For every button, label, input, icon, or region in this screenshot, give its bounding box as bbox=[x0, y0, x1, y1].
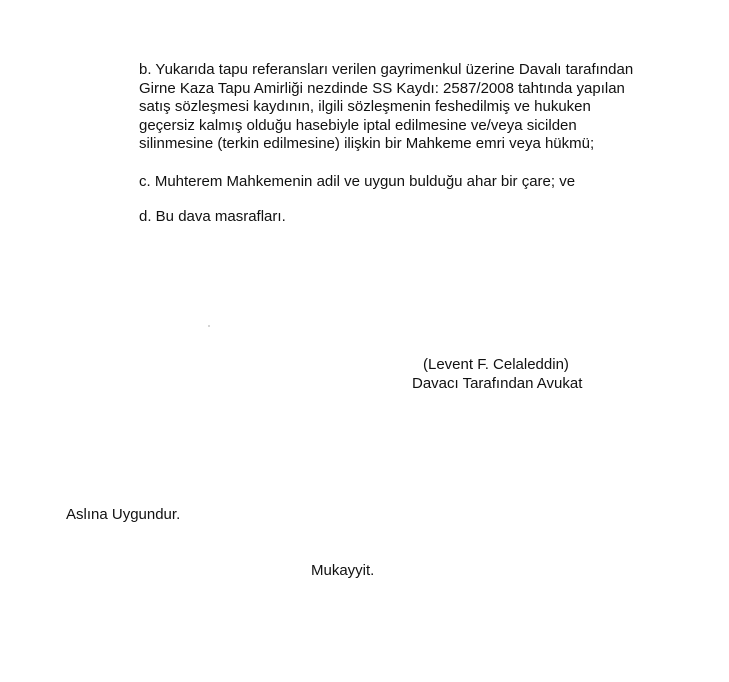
signature-role: Davacı Tarafından Avukat bbox=[412, 375, 583, 392]
paragraph-b-line: b. Yukarıda tapu referansları verilen gayrimenkul üzerine Davalı tarafından bbox=[139, 61, 634, 78]
paragraph-d: d. Bu dava masrafları. bbox=[139, 208, 286, 225]
certification-text: Aslına Uygundur. bbox=[66, 506, 181, 523]
paragraph-b-line: satış sözleşmesi kaydının, ilgili sözleşmenin feshedilmiş ve hukuken bbox=[139, 98, 591, 115]
paragraph-b-line: geçersiz kalmış olduğu hasebiyle iptal edilmesine ve/veya sicilden bbox=[139, 116, 577, 134]
scan-speck bbox=[208, 325, 210, 327]
paragraph-b bbox=[139, 61, 633, 154]
registrar-text: Mukayyit. bbox=[311, 562, 375, 579]
paragraph-c: c. Muhterem Mahkemenin adil ve uygun bulduğu ahar bir çare; ve bbox=[139, 173, 576, 190]
signature-name: (Levent F. Celaleddin) bbox=[423, 356, 569, 373]
paragraph-b-line: Girne Kaza Tapu Amirliği nezdinde SS Kaydı: 2587/2008 tahtında yapılan bbox=[139, 79, 625, 97]
paragraph-b-line: silinmesine (terkin edilmesine) ilişkin bir Mahkeme emri veya hükmü; bbox=[139, 135, 595, 152]
